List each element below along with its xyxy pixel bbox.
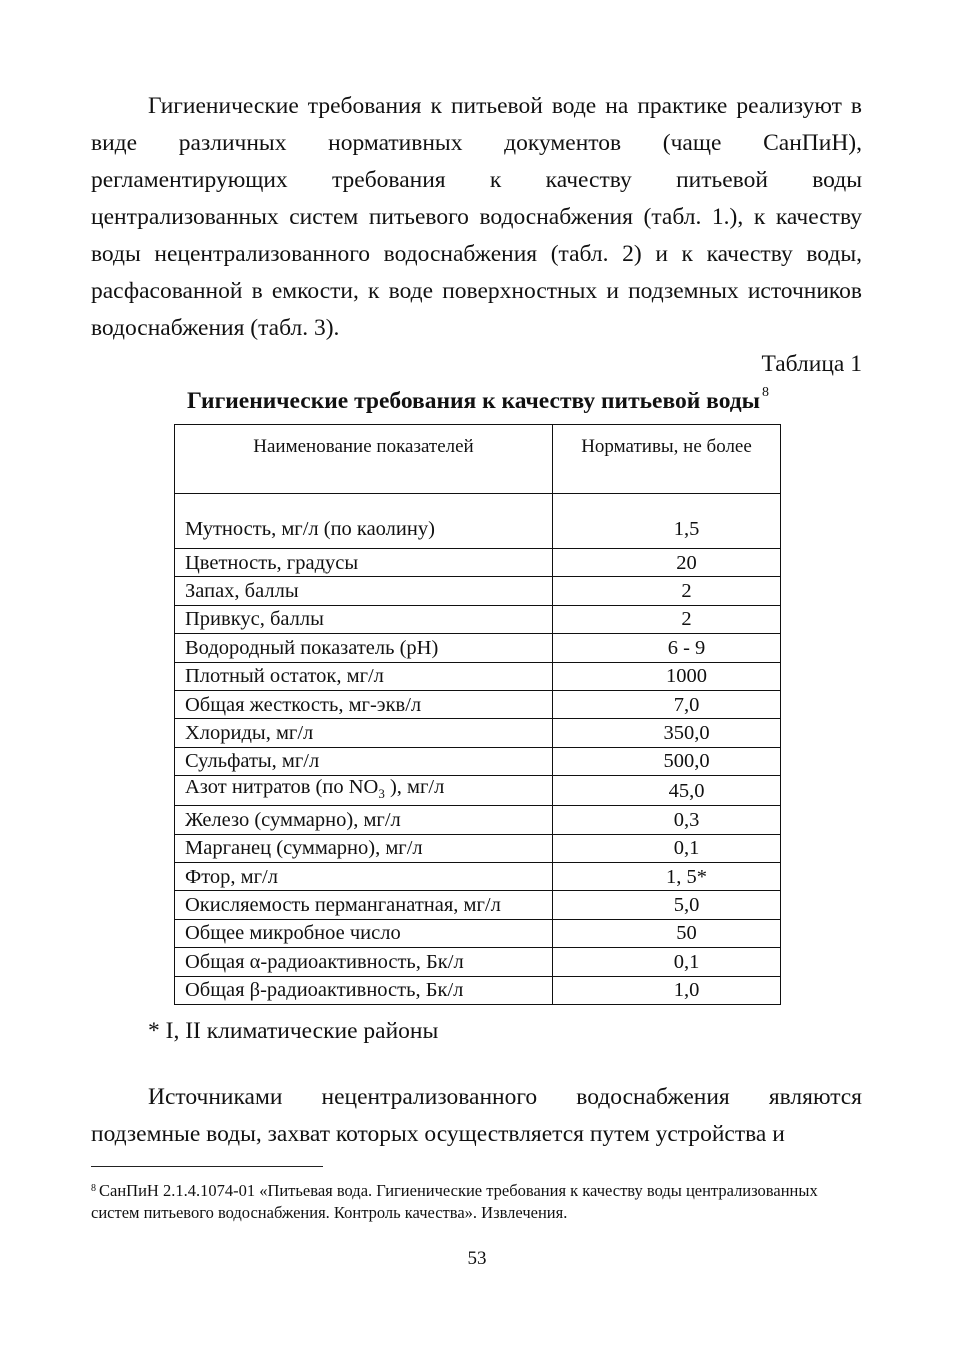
water-quality-table	[174, 424, 781, 1005]
norm-value: 1,5	[553, 494, 781, 549]
norm-value: 5,0	[553, 891, 781, 919]
indicator-name	[175, 776, 553, 806]
table-row	[175, 577, 781, 605]
norm-value: 2	[553, 605, 781, 633]
indicator-name: Окисляемость перманганатная, мг/л	[175, 891, 553, 919]
table-row	[175, 662, 781, 690]
norm-value: 1, 5*	[553, 863, 781, 891]
table-row	[175, 976, 781, 1004]
table-header-row	[175, 425, 781, 494]
norm-value: 0,1	[553, 948, 781, 976]
indicator-name: Мутность, мг/л (по каолину)	[175, 494, 553, 549]
table-row	[175, 690, 781, 718]
table-label: Таблица 1	[761, 351, 862, 377]
indicator-name: Железо (суммарно), мг/л	[175, 806, 553, 834]
table-row	[175, 494, 781, 549]
norm-value: 50	[553, 919, 781, 947]
table-row	[175, 948, 781, 976]
indicator-name: Общая β-радиоактивность, Бк/л	[175, 976, 553, 1004]
table-note: * I, II климатические районы	[148, 1018, 439, 1044]
indicator-name: Запах, баллы	[175, 577, 553, 605]
indicator-name: Привкус, баллы	[175, 605, 553, 633]
page-number: 53	[467, 1248, 487, 1269]
table-row	[175, 806, 781, 834]
indicator-name: Хлориды, мг/л	[175, 719, 553, 747]
indicator-name-prefix: Азот нитратов (по NO	[185, 776, 379, 799]
norm-value: 0,1	[553, 834, 781, 862]
indicator-name-suffix: ), мг/л	[384, 776, 445, 799]
norm-value: 6 - 9	[553, 634, 781, 662]
norm-value: 500,0	[553, 747, 781, 775]
footnote-ref: 8	[762, 385, 770, 400]
column-header-norm: Нормативы, не более	[553, 425, 781, 494]
table-row	[175, 863, 781, 891]
table-row	[175, 605, 781, 633]
indicator-name: Марганец (суммарно), мг/л	[175, 834, 553, 862]
table-row	[175, 747, 781, 775]
indicator-name: Фтор, мг/л	[175, 863, 553, 891]
indicator-name: Сульфаты, мг/л	[175, 747, 553, 775]
table-row	[175, 549, 781, 577]
norm-value: 0,3	[553, 806, 781, 834]
table-row	[175, 834, 781, 862]
norm-value: 1,0	[553, 976, 781, 1004]
footnote-text: СанПиН 2.1.4.1074-01 «Питьевая вода. Гигиенические требования к качеству воды централизованных систем питьевого водоснабжения. Контроль качества». Извлечения.	[91, 1181, 818, 1222]
indicator-name: Общее микробное число	[175, 919, 553, 947]
indicator-name: Общая жесткость, мг-экв/л	[175, 690, 553, 718]
table-row	[175, 891, 781, 919]
norm-value: 2	[553, 577, 781, 605]
indicator-name: Общая α-радиоактивность, Бк/л	[175, 948, 553, 976]
indicator-name: Цветность, градусы	[175, 549, 553, 577]
norm-value: 350,0	[553, 719, 781, 747]
indicator-name: Плотный остаток, мг/л	[175, 662, 553, 690]
second-paragraph: Источниками нецентрализованного водоснабжения являются подземные воды, захват которых осуществляется путем устройства и	[91, 1084, 862, 1147]
footnote-marker: 8	[91, 1183, 96, 1194]
subscript-3: 3	[378, 786, 385, 802]
intro-paragraph: Гигиенические требования к питьевой воде на практике реализуют в виде различных нормативных документов (чаще СанПиН), регламентирующих требования к качеству питьевой воды централизованных систем питьевого водоснабжения (табл. 1.), к качеству воды нецентрализованного водоснабжения (табл. 2) и к качеству воды, расфасованной в емкости, к воде поверхностных и подземных источников водоснабжения (табл. 3).	[91, 93, 862, 341]
footnote	[91, 1180, 862, 1224]
table-row	[175, 919, 781, 947]
norm-value: 45,0	[553, 776, 781, 806]
norm-value: 20	[553, 549, 781, 577]
column-header-indicator: Наименование показателей	[175, 425, 553, 494]
table-row	[175, 719, 781, 747]
table-row	[175, 634, 781, 662]
norm-value: 7,0	[553, 690, 781, 718]
footnote-divider	[91, 1166, 323, 1167]
table-title	[0, 385, 954, 417]
table-row	[175, 776, 781, 806]
indicator-name: Водородный показатель (рН)	[175, 634, 553, 662]
norm-value: 1000	[553, 662, 781, 690]
table-title-text: Гигиенические требования к качеству питьевой воды	[186, 388, 761, 414]
